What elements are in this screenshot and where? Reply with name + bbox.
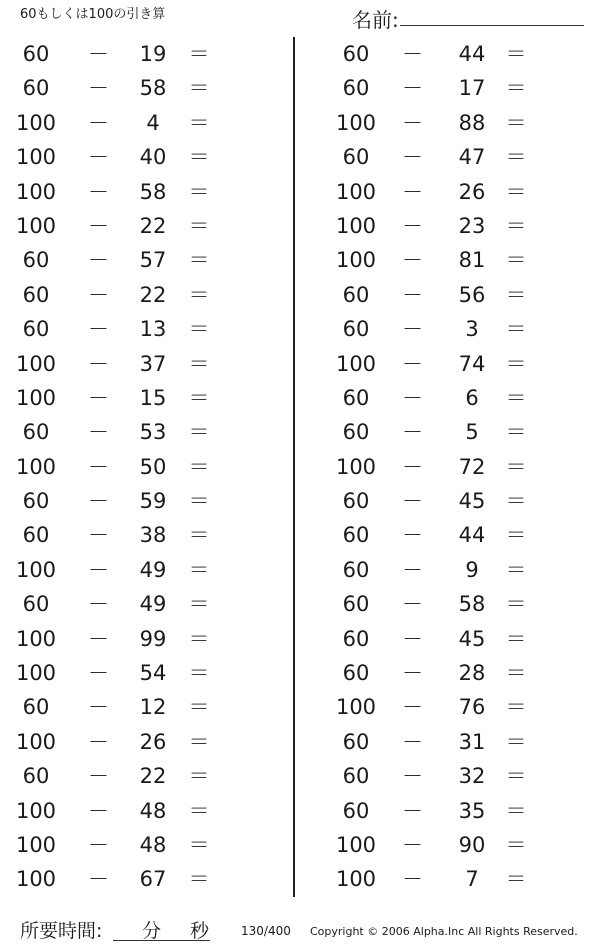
minus-sign: － — [402, 385, 423, 410]
problem-row — [10, 381, 220, 415]
equals-sign: ＝ — [188, 420, 210, 445]
minuend: 60 — [22, 317, 50, 342]
minuend: 60 — [22, 248, 50, 273]
problem-row — [10, 37, 220, 71]
subtrahend: 58 — [458, 592, 486, 617]
problem-row — [330, 759, 540, 793]
problem-row — [330, 347, 540, 381]
subtrahend: 7 — [465, 867, 479, 892]
minuend: 60 — [342, 76, 370, 101]
minus-sign: － — [402, 454, 423, 479]
subtrahend: 31 — [458, 729, 486, 754]
equals-sign: ＝ — [188, 454, 210, 479]
minus-sign: － — [88, 213, 109, 238]
minuend: 60 — [22, 592, 50, 617]
subtrahend: 50 — [139, 454, 167, 479]
subtrahend: 37 — [139, 351, 167, 376]
minus-sign: － — [88, 764, 109, 789]
subtrahend: 22 — [139, 213, 167, 238]
problem-row — [330, 587, 540, 621]
problem-row — [10, 450, 220, 484]
subtrahend: 45 — [458, 489, 486, 514]
problem-row — [10, 518, 220, 552]
minuend: 100 — [15, 385, 57, 410]
subtrahend: 81 — [458, 248, 486, 273]
minus-sign: － — [88, 351, 109, 376]
problem-row — [10, 140, 220, 174]
equals-sign: ＝ — [505, 351, 527, 376]
equals-sign: ＝ — [188, 385, 210, 410]
problem-row — [10, 759, 220, 793]
minus-sign: － — [402, 282, 423, 307]
equals-sign: ＝ — [505, 867, 527, 892]
minus-sign: － — [88, 661, 109, 686]
subtrahend: 44 — [458, 523, 486, 548]
page-number: 130/400 — [241, 924, 291, 938]
subtrahend: 19 — [139, 42, 167, 66]
name-label: 名前: — [352, 8, 399, 32]
problem-row — [330, 656, 540, 690]
problem-row — [10, 243, 220, 277]
equals-sign: ＝ — [188, 557, 210, 582]
minus-sign: － — [402, 523, 423, 548]
equals-sign: ＝ — [505, 832, 527, 857]
subtrahend: 56 — [458, 282, 486, 307]
problem-row — [10, 484, 220, 518]
subtrahend: 99 — [139, 626, 167, 651]
problem-row — [330, 278, 540, 312]
equals-sign: ＝ — [505, 695, 527, 720]
subtrahend: 32 — [458, 764, 486, 789]
minus-sign: － — [88, 626, 109, 651]
minus-sign: － — [402, 42, 423, 66]
minuend: 100 — [15, 729, 57, 754]
equals-sign: ＝ — [505, 489, 527, 514]
equals-sign: ＝ — [188, 489, 210, 514]
minus-sign: － — [88, 798, 109, 823]
minus-sign: － — [402, 626, 423, 651]
equals-sign: ＝ — [505, 76, 527, 101]
subtrahend: 3 — [465, 317, 479, 342]
problem-row — [10, 862, 220, 896]
minuend: 60 — [342, 317, 370, 342]
subtrahend: 53 — [139, 420, 167, 445]
problem-row — [330, 243, 540, 277]
problem-row — [330, 209, 540, 243]
subtrahend: 74 — [458, 351, 486, 376]
right-problem-column — [330, 37, 540, 897]
subtrahend: 72 — [458, 454, 486, 479]
subtrahend: 59 — [139, 489, 167, 514]
problem-row — [10, 347, 220, 381]
subtrahend: 4 — [146, 110, 160, 135]
minuend: 60 — [342, 557, 370, 582]
minus-sign: － — [402, 832, 423, 857]
minus-sign: － — [88, 695, 109, 720]
minus-sign: － — [402, 420, 423, 445]
minuend: 100 — [15, 557, 57, 582]
minus-sign: － — [88, 317, 109, 342]
minuend: 60 — [342, 626, 370, 651]
minus-sign: － — [402, 351, 423, 376]
problem-row — [330, 690, 540, 724]
problem-row — [330, 553, 540, 587]
problem-row — [10, 656, 220, 690]
subtrahend: 58 — [139, 76, 167, 101]
equals-sign: ＝ — [505, 317, 527, 342]
subtrahend: 48 — [139, 832, 167, 857]
minus-sign: － — [402, 764, 423, 789]
minus-sign: － — [88, 76, 109, 101]
minus-sign: － — [88, 557, 109, 582]
equals-sign: ＝ — [505, 248, 527, 273]
problem-row — [330, 175, 540, 209]
equals-sign: ＝ — [188, 867, 210, 892]
time-label: 所要時間: — [20, 920, 103, 942]
minuend: 60 — [342, 42, 370, 66]
subtrahend: 22 — [139, 282, 167, 307]
minus-sign: － — [402, 557, 423, 582]
footer — [0, 914, 600, 944]
problem-row — [10, 312, 220, 346]
problem-row — [330, 484, 540, 518]
minus-sign: － — [402, 76, 423, 101]
minus-sign: － — [88, 179, 109, 204]
minus-sign: － — [88, 489, 109, 514]
copyright-text: Copyright © 2006 Alpha.Inc All Rights Reserved. — [310, 925, 578, 938]
column-divider — [293, 37, 295, 897]
equals-sign: ＝ — [188, 764, 210, 789]
minus-sign: － — [88, 832, 109, 857]
equals-sign: ＝ — [505, 454, 527, 479]
equals-sign: ＝ — [188, 832, 210, 857]
subtrahend: 35 — [458, 798, 486, 823]
subtrahend: 28 — [458, 661, 486, 686]
minuend: 60 — [342, 489, 370, 514]
minuend: 100 — [15, 832, 57, 857]
minuend: 100 — [15, 626, 57, 651]
minus-sign: － — [402, 489, 423, 514]
problem-row — [10, 278, 220, 312]
minuend: 60 — [342, 661, 370, 686]
minuend: 60 — [22, 523, 50, 548]
minuend: 100 — [15, 110, 57, 135]
minuend: 60 — [342, 729, 370, 754]
problem-row — [10, 415, 220, 449]
problem-row — [10, 71, 220, 105]
minuend: 60 — [342, 145, 370, 170]
equals-sign: ＝ — [505, 798, 527, 823]
minuend: 100 — [15, 454, 57, 479]
minuend: 100 — [15, 798, 57, 823]
minus-sign: － — [88, 145, 109, 170]
equals-sign: ＝ — [188, 179, 210, 204]
subtrahend: 45 — [458, 626, 486, 651]
equals-sign: ＝ — [188, 282, 210, 307]
minus-sign: － — [88, 420, 109, 445]
problem-row — [10, 828, 220, 862]
minus-sign: － — [88, 42, 109, 66]
equals-sign: ＝ — [505, 592, 527, 617]
minus-sign: － — [402, 867, 423, 892]
minuend: 100 — [15, 661, 57, 686]
subtrahend: 26 — [139, 729, 167, 754]
subtrahend: 38 — [139, 523, 167, 548]
problem-row — [330, 794, 540, 828]
equals-sign: ＝ — [188, 626, 210, 651]
minuend: 100 — [335, 110, 377, 135]
problem-row — [10, 175, 220, 209]
subtrahend: 76 — [458, 695, 486, 720]
minutes-label: 分 — [142, 920, 162, 942]
subtrahend: 49 — [139, 592, 167, 617]
equals-sign: ＝ — [188, 523, 210, 548]
equals-sign: ＝ — [505, 145, 527, 170]
minuend: 100 — [335, 248, 377, 273]
equals-sign: ＝ — [188, 695, 210, 720]
minuend: 100 — [15, 145, 57, 170]
equals-sign: ＝ — [188, 798, 210, 823]
problem-row — [10, 622, 220, 656]
subtrahend: 17 — [458, 76, 486, 101]
subtrahend: 9 — [465, 557, 479, 582]
subtrahend: 47 — [458, 145, 486, 170]
equals-sign: ＝ — [188, 145, 210, 170]
equals-sign: ＝ — [188, 248, 210, 273]
equals-sign: ＝ — [188, 213, 210, 238]
equals-sign: ＝ — [188, 661, 210, 686]
minuend: 60 — [22, 282, 50, 307]
problem-row — [330, 71, 540, 105]
problem-row — [330, 106, 540, 140]
problem-row — [10, 690, 220, 724]
minuend: 100 — [335, 179, 377, 204]
worksheet-title: 60もしくは100の引き算 — [20, 7, 166, 22]
minuend: 100 — [15, 179, 57, 204]
problem-row — [330, 37, 540, 71]
name-write-line — [400, 25, 584, 26]
minuend: 60 — [342, 523, 370, 548]
equals-sign: ＝ — [505, 213, 527, 238]
subtrahend: 67 — [139, 867, 167, 892]
minus-sign: － — [402, 110, 423, 135]
problem-row — [330, 381, 540, 415]
minuend: 100 — [335, 351, 377, 376]
minus-sign: － — [402, 695, 423, 720]
left-problem-column — [10, 37, 220, 897]
minus-sign: － — [402, 592, 423, 617]
subtrahend: 23 — [458, 213, 486, 238]
problem-row — [330, 415, 540, 449]
problem-row — [10, 587, 220, 621]
equals-sign: ＝ — [505, 557, 527, 582]
minus-sign: － — [402, 729, 423, 754]
minus-sign: － — [402, 179, 423, 204]
equals-sign: ＝ — [505, 179, 527, 204]
seconds-label: 秒 — [190, 920, 210, 942]
minus-sign: － — [88, 867, 109, 892]
equals-sign: ＝ — [505, 385, 527, 410]
minuend: 60 — [342, 798, 370, 823]
equals-sign: ＝ — [505, 626, 527, 651]
equals-sign: ＝ — [505, 110, 527, 135]
subtrahend: 90 — [458, 832, 486, 857]
equals-sign: ＝ — [505, 42, 527, 66]
minuend: 100 — [335, 213, 377, 238]
subtrahend: 6 — [465, 385, 479, 410]
minus-sign: － — [88, 110, 109, 135]
minus-sign: － — [88, 454, 109, 479]
minus-sign: － — [402, 798, 423, 823]
subtrahend: 15 — [139, 385, 167, 410]
minuend: 100 — [335, 454, 377, 479]
minuend: 100 — [15, 213, 57, 238]
problem-row — [330, 140, 540, 174]
subtrahend: 58 — [139, 179, 167, 204]
equals-sign: ＝ — [188, 729, 210, 754]
equals-sign: ＝ — [188, 351, 210, 376]
equals-sign: ＝ — [188, 42, 210, 66]
subtrahend: 57 — [139, 248, 167, 273]
subtrahend: 5 — [465, 420, 479, 445]
equals-sign: ＝ — [188, 592, 210, 617]
equals-sign: ＝ — [505, 764, 527, 789]
minuend: 100 — [335, 695, 377, 720]
minus-sign: － — [402, 213, 423, 238]
minus-sign: － — [88, 729, 109, 754]
subtrahend: 54 — [139, 661, 167, 686]
minuend: 60 — [22, 695, 50, 720]
minus-sign: － — [88, 592, 109, 617]
minus-sign: － — [88, 282, 109, 307]
minuend: 60 — [342, 764, 370, 789]
minuend: 60 — [342, 385, 370, 410]
minuend: 60 — [22, 420, 50, 445]
equals-sign: ＝ — [188, 110, 210, 135]
minuend: 60 — [342, 282, 370, 307]
minus-sign: － — [88, 523, 109, 548]
problem-row — [10, 794, 220, 828]
problem-row — [330, 450, 540, 484]
problem-row — [10, 725, 220, 759]
minuend: 60 — [22, 489, 50, 514]
equals-sign: ＝ — [505, 420, 527, 445]
problem-row — [330, 828, 540, 862]
subtrahend: 26 — [458, 179, 486, 204]
equals-sign: ＝ — [505, 729, 527, 754]
minuend: 60 — [22, 76, 50, 101]
minus-sign: － — [88, 248, 109, 273]
minuend: 60 — [342, 420, 370, 445]
problem-row — [10, 106, 220, 140]
subtrahend: 49 — [139, 557, 167, 582]
equals-sign: ＝ — [505, 523, 527, 548]
equals-sign: ＝ — [505, 661, 527, 686]
problem-row — [330, 725, 540, 759]
minus-sign: － — [402, 661, 423, 686]
minus-sign: － — [402, 145, 423, 170]
equals-sign: ＝ — [188, 317, 210, 342]
minuend: 60 — [22, 764, 50, 789]
minuend: 100 — [335, 832, 377, 857]
subtrahend: 48 — [139, 798, 167, 823]
problem-row — [330, 862, 540, 896]
problem-row — [330, 312, 540, 346]
minus-sign: － — [88, 385, 109, 410]
subtrahend: 22 — [139, 764, 167, 789]
minus-sign: － — [402, 248, 423, 273]
problem-row — [10, 209, 220, 243]
minuend: 60 — [342, 592, 370, 617]
minuend: 60 — [22, 42, 50, 66]
minuend: 100 — [15, 867, 57, 892]
minuend: 100 — [335, 867, 377, 892]
problem-row — [330, 622, 540, 656]
subtrahend: 40 — [139, 145, 167, 170]
subtrahend: 88 — [458, 110, 486, 135]
subtrahend: 44 — [458, 42, 486, 66]
equals-sign: ＝ — [188, 76, 210, 101]
problem-row — [10, 553, 220, 587]
equals-sign: ＝ — [505, 282, 527, 307]
problem-row — [330, 518, 540, 552]
minus-sign: － — [402, 317, 423, 342]
minuend: 100 — [15, 351, 57, 376]
subtrahend: 12 — [139, 695, 167, 720]
subtrahend: 13 — [139, 317, 167, 342]
